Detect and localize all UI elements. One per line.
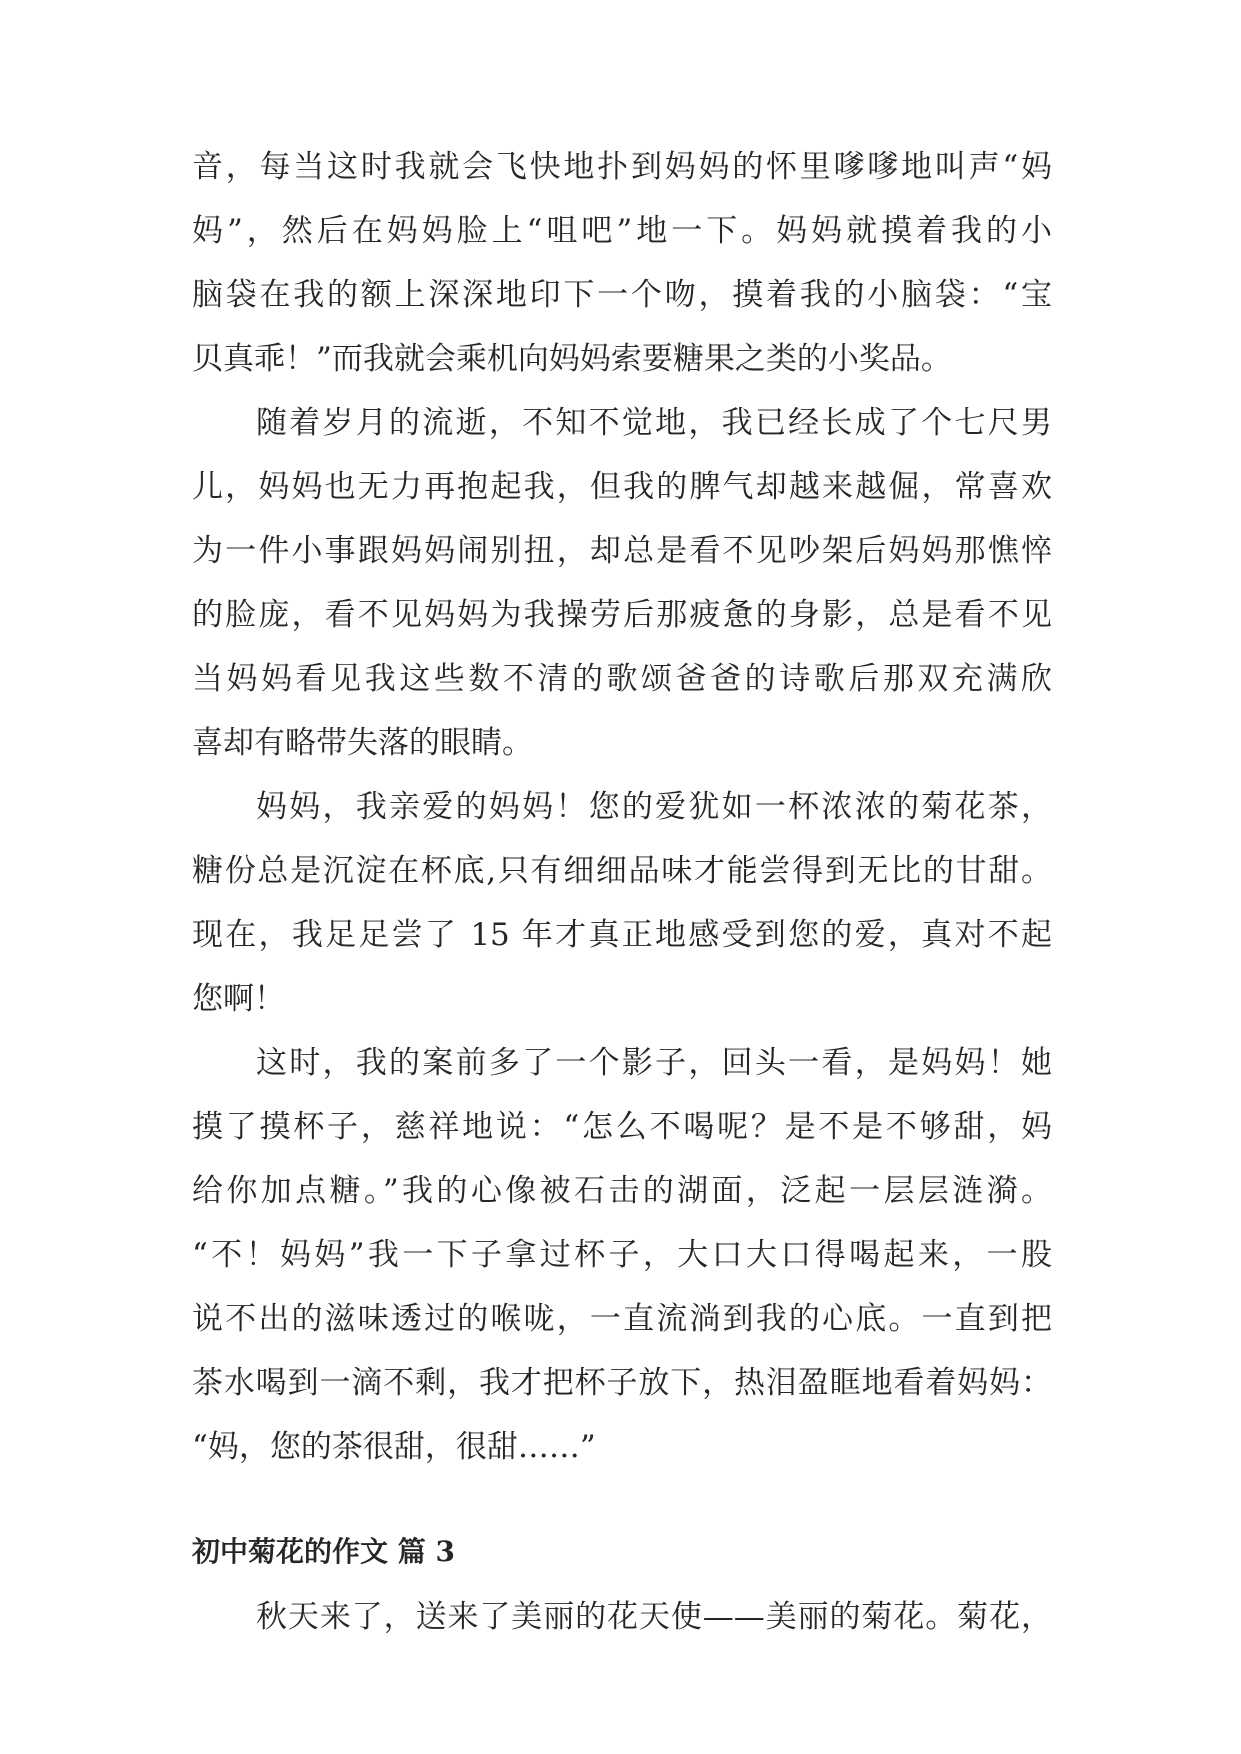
text-line: 喜却有略带失落的眼睛。 <box>192 725 533 761</box>
text-line: 贝真乖！”而我就会乘机向妈妈索要糖果之类的小奖品。 <box>192 341 952 377</box>
text-line: 妈”，然后在妈妈脸上“咀吧”地一下。妈妈就摸着我的小 <box>192 213 1052 249</box>
text-line: 秋天来了，送来了美丽的花天使——美丽的菊花。菊花， <box>256 1599 1052 1635</box>
text-line: “不！妈妈”我一下子拿过杯子，大口大口得喝起来，一股 <box>192 1237 1052 1273</box>
text-line: 脑袋在我的额上深深地印下一个吻，摸着我的小脑袋：“宝 <box>192 277 1052 313</box>
text-line: 音，每当这时我就会飞快地扑到妈妈的怀里嗲嗲地叫声“妈 <box>192 149 1052 185</box>
text-line: 的脸庞，看不见妈妈为我操劳后那疲惫的身影，总是看不见 <box>192 597 1052 633</box>
section-heading: 初中菊花的作文 篇 3 <box>192 1535 455 1568</box>
text-line: 给你加点糖。”我的心像被石击的湖面，泛起一层层涟漪。 <box>192 1173 1052 1209</box>
text-line: 您啊！ <box>192 981 285 1017</box>
text-line: 糖份总是沉淀在杯底,只有细细品味才能尝得到无比的甘甜。 <box>192 853 1052 889</box>
text-line: 这时，我的案前多了一个影子，回头一看，是妈妈！她 <box>256 1045 1052 1081</box>
text-line: 为一件小事跟妈妈闹别扭，却总是看不见吵架后妈妈那憔悴 <box>192 533 1052 569</box>
text-line: 随着岁月的流逝，不知不觉地，我已经长成了个七尺男 <box>256 405 1052 441</box>
text-line: “妈，您的茶很甜，很甜……” <box>192 1429 596 1465</box>
text-line: 茶水喝到一滴不剩，我才把杯子放下，热泪盈眶地看着妈妈： <box>192 1365 1052 1401</box>
text-line: 现在，我足足尝了 15 年才真正地感受到您的爱，真对不起 <box>192 917 1052 953</box>
text-line: 说不出的滋味透过的喉咙，一直流淌到我的心底。一直到把 <box>192 1301 1052 1337</box>
text-line: 摸了摸杯子，慈祥地说：“怎么不喝呢？是不是不够甜，妈 <box>192 1109 1052 1145</box>
text-line: 当妈妈看见我这些数不清的歌颂爸爸的诗歌后那双充满欣 <box>192 661 1052 697</box>
text-line: 妈妈，我亲爱的妈妈！您的爱犹如一杯浓浓的菊花茶， <box>256 789 1052 825</box>
text-line: 儿，妈妈也无力再抱起我，但我的脾气却越来越倔，常喜欢 <box>192 469 1052 505</box>
